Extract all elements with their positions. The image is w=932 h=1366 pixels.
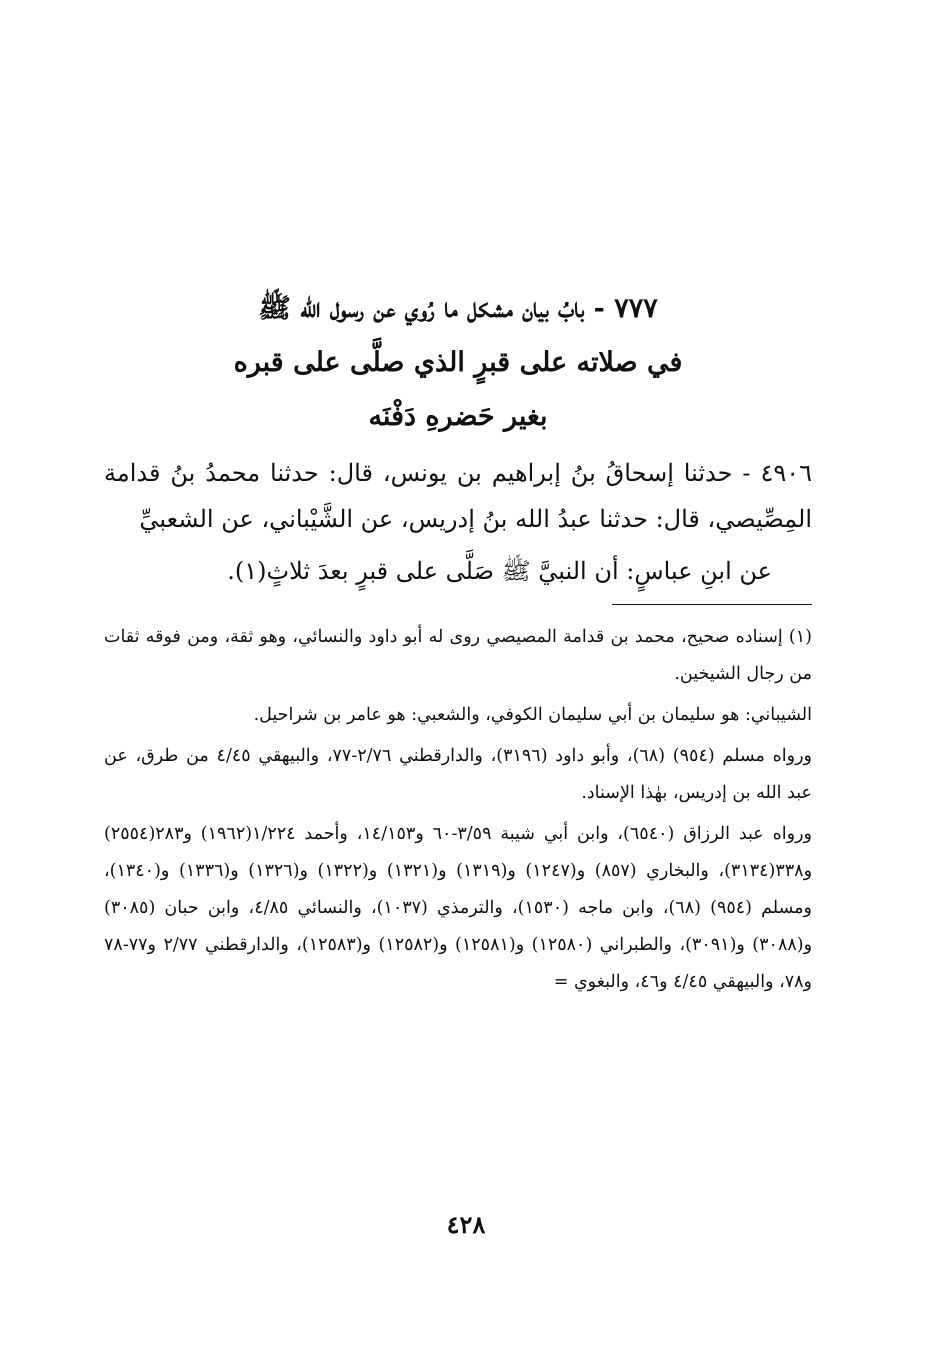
- footnote-paragraph: ورواه عبد الرزاق (٦٥٤٠)، وابن أبي شيبة ٣/٥٩-٦٠ و١٤/١٥٣، وأحمد ١/٢٢٤(١٩٦٢) و٢٨٣(٢٥٥٤) و٣٣٨(٣١٣٤)، والبخاري (٨٥٧) و(١٢٤٧) و(١٣١٩) و(١٣٢١) و(١٣٢٢) و(١٣٢٦) و(١٣٣٦) و(١٣٤٠)، ومسلم (٩٥٤) (٦٨)، وابن ماجه (١٥٣٠)، والترمذي (١٠٣٧)، والنسائي ٤/٨٥، وابن حبان (٣٠٨٥) و(٣٠٨٨) و(٣٠٩١)، والطبراني (١٢٥٨٠) و(١٢٥٨١) و(١٢٥٨٢) و(١٢٥٨٣)، والدارقطني ٢/٧٧ و٧٧-٧٨ و٧٨، والبيهقي ٤/٤٥ و٤٦، والبغوي =: [104, 824, 813, 992]
- chapter-title-line-3: بغير حَضرهِ دَفْنَه: [368, 401, 548, 432]
- chapter-heading: [104, 282, 812, 444]
- chapter-title-line-1: ٧٧٧ - بابُ بيان مشكل ما رُوي عن رسول الله ﷺ: [258, 293, 658, 324]
- hadith-isnad: ٤٩٠٦ - حدثنا إسحاقُ بنُ إبراهيم بن يونس، قال: حدثنا محمدُ بنُ قدامة المِصِّيصي، قال: حدثنا عبدُ الله بنُ إدريس، عن الشَّيْباني، عن الشعبيِّ: [104, 459, 812, 533]
- page-number: ٤٢٨: [446, 1210, 486, 1239]
- footnote-separator: [612, 604, 812, 605]
- page-content: [104, 282, 812, 1005]
- footnote-paragraph: ورواه مسلم (٩٥٤) (٦٨)، وأبو داود (٣١٩٦)، والدارقطني ٢/٧٦-٧٧، والبيهقي ٤/٤٥ من طرق، عن عبد الله بن إدريس، بهٰذا الإسناد.: [104, 746, 812, 803]
- footnote-paragraph: (١) إسناده صحيح، محمد بن قدامة المصيصي روى له أبو داود والنسائي، وهو ثقة، ومن فوقه ثقات من رجال الشيخين.: [104, 627, 812, 684]
- hadith-matn: عن ابنِ عباسٍ: أن النبيَّ ﷺ صَلَّى على قبرٍ بعدَ ثلاثٍ(١).: [227, 557, 772, 585]
- footnotes: [104, 619, 812, 1001]
- footnote-paragraph: الشيباني: هو سليمان بن أبي سليمان الكوفي، والشعبي: هو عامر بن شراحيل.: [253, 705, 812, 725]
- hadith-text: [104, 450, 812, 594]
- chapter-title-line-2: في صلاته على قبرٍ الذي صلَّى على قبره: [233, 347, 683, 378]
